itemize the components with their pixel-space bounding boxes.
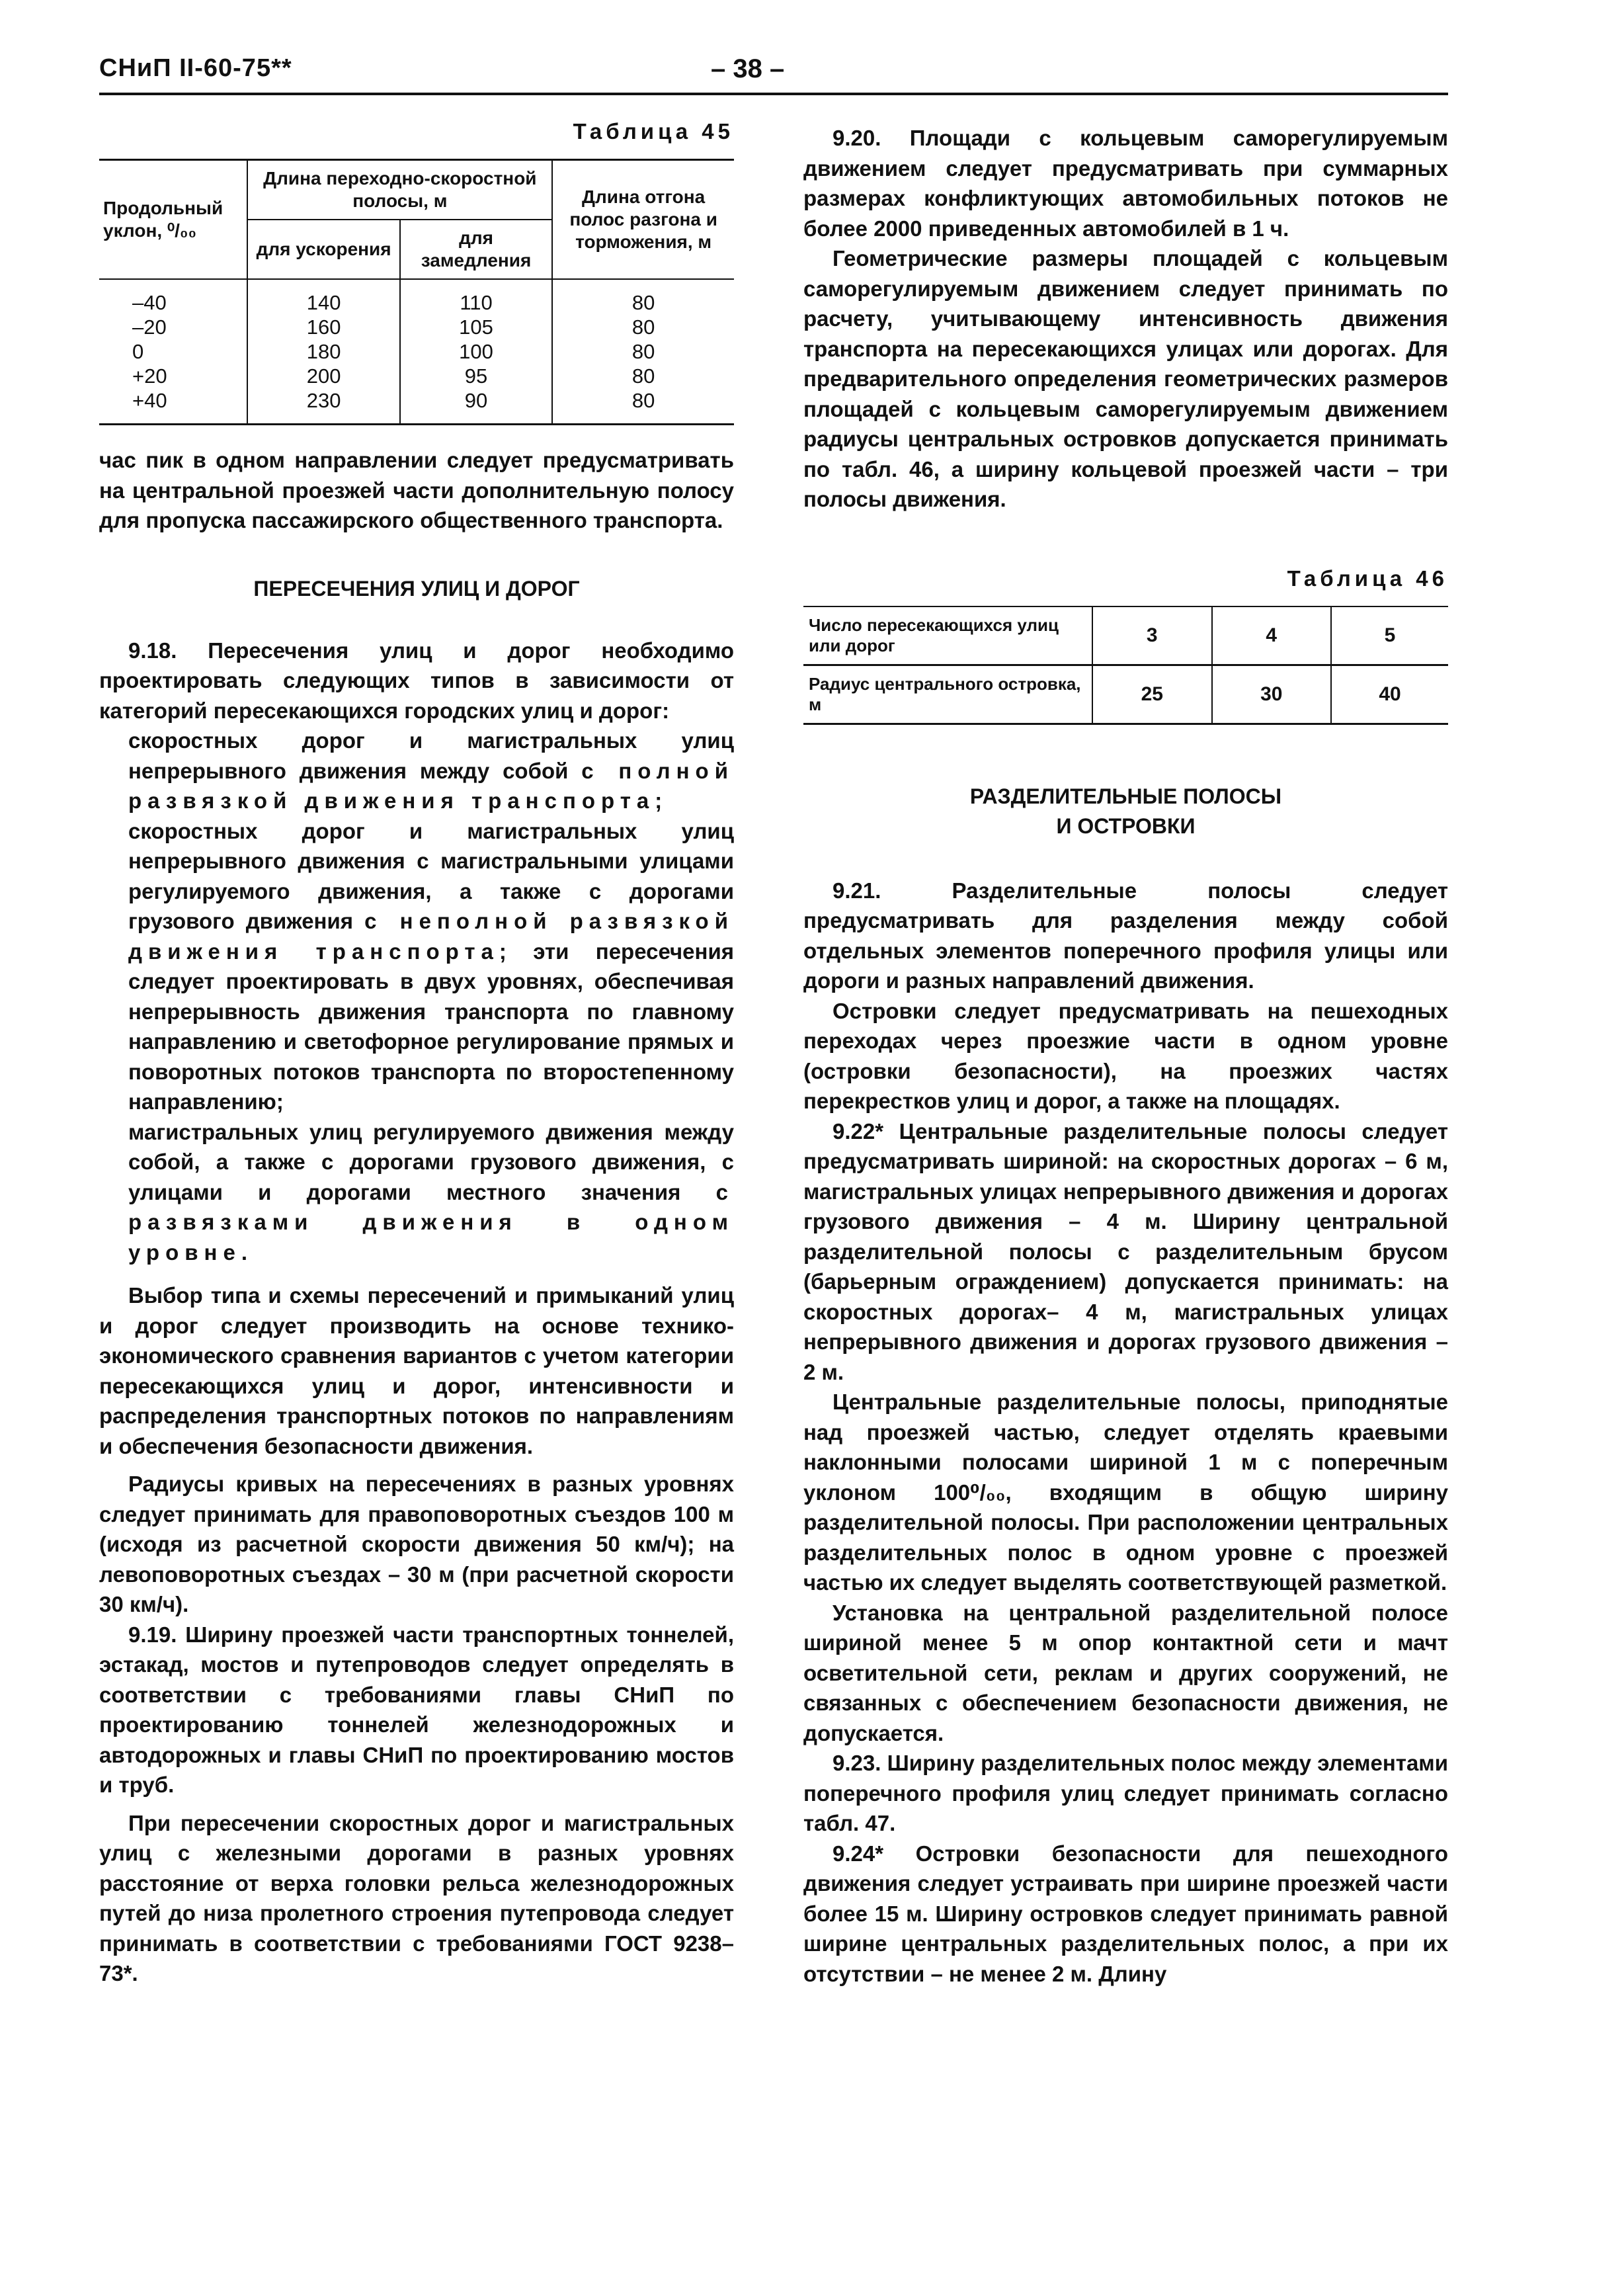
paragraph-9-21: 9.21. Разделительные полосы следует предусматривать для разделения между собой отдельных элементов поперечного профиля улицы или дороги и разных направлений движения. [803,878,1448,993]
table-45-header-decel: для замедления [400,220,552,279]
table-45-header-accel: для ускорения [247,220,399,279]
paragraph-9-22: 9.22* Центральные разделительные полосы следует предусматривать шириной: на скоростных дорогах – 6 м, магистральных улицах непрерывного движения и дорогах грузового движения – 4 м. Ширину центральной разделительной полосы с разделительным брусом (барьерным ограждением) допускается принимать: на скоростных дорогах– 4 м, магистральных улицах непрерывного движения и дорогах грузового движения – 2 м. [803,1118,1448,1384]
table-45-col-decel: 110 105 100 95 90 [400,279,552,425]
page-header [99,54,1448,94]
table-45-header-run: Длина отгона полос разгона и торможения, м [552,160,734,280]
left-column [99,119,734,1989]
paragraph-raised-strips: Центральные разделительные полосы, приподнятые над проезжей частью, следует отделять краевыми наклонными полосами шириной 1 м с поперечным уклоном 100⁰/₀₀, входящим в общую ширину разделительной полосы. При расположении центральных разделительных полос в одном уровне с проезжей частью их следует выделять соответствующей разметкой. [803,1390,1448,1595]
section-heading-strips-2: И ОСТРОВКИ [1056,814,1196,838]
paragraph-rail-crossing: При пересечении скоростных дорог и магистральных улиц с железными дорогами в разных уровнях расстояние от верха головки рельса железнодорожных путей до низа пролетного строения путепровода следует принимать в соответствии с требованиями ГОСТ 9238–73*. [99,1810,734,1985]
table-45 [99,159,734,425]
table-46-cell: 4 [1212,606,1332,665]
table-46-cell: 40 [1331,665,1448,724]
table-46-cell: 25 [1092,665,1212,724]
header-rule [99,93,1448,95]
paragraph-geometry: Геометрические размеры площадей с кольцевым саморегулируемым движением следует принимать по расчету, учитывающему интенсивность движения транспорта на пересекающихся улицах или дорогах. Для предварительного определения геометрических размеров площадей с кольцевым саморегулируемым движением радиусы центральных островков допускается принимать по табл. 46, а ширину кольцевой проезжей части – три полосы движения. [803,246,1448,511]
paragraph-9-20: 9.20. Площади с кольцевым саморегулируемым движением следует предусматривать при суммарных размерах конфликтующих автомобильных потоков не более 2000 приведенных автомобилей в 1 ч. [803,126,1448,241]
table-46-cell: 5 [1331,606,1448,665]
table-45-caption: Таблица 45 [573,119,734,144]
list-item-full-interchange: скоростных дорог и магистральных улиц непрерывного движения между собой с полной развязкой движения транспорта; [128,728,734,813]
paragraph-islands: Островки следует предусматривать на пешеходных переходах через проезжие части в одном уровне (островки безопасности), на проезжих частях перекрестков улиц и дорог, а также на площадях. [803,998,1448,1113]
section-heading-strips: РАЗДЕЛИТЕЛЬНЫЕ ПОЛОСЫ [969,784,1282,808]
page-number: – 38 – [711,54,785,83]
list-item-partial-interchange: скоростных дорог и магистральных улиц непрерывного движения с магистральными улицами регулируемого движения, а также с дорогами грузового движения с неполной развязкой движения транспорта; эти пересечения следует проектировать в двух уровнях, обеспечивая непрерывность движения транспорта по главному направлению и светофорное регулирование прямых и поворотных потоков транспорта по второстепенному направлению; [128,818,735,1114]
table-45-header-lane: Длина переходно-скоростной полосы, м [247,160,552,220]
paragraph-installation: Установка на центральной разделительной полосе шириной менее 5 м опор контактной сети и мачт осветительной сети, реклам и других сооружений, не связанных с обеспечением безопасности движения, не допускается. [803,1600,1448,1745]
table-46 [803,606,1448,725]
paragraph-radii: Радиусы кривых на пересечениях в разных уровнях следует принимать для правоповоротных съездов 100 м (исходя из расчетной скорости движения 50 км/ч); на левоповоротных съездах – 30 м (при расчетной скорости 30 км/ч). [99,1472,734,1616]
right-column [803,119,1448,1989]
list-item-single-level: магистральных улиц регулируемого движения между собой, а также с дорогами грузового движения, с улицами и дорогами местного значения с развязками движения в одном уровне. [128,1119,734,1265]
paragraph-9-18: 9.18. Пересечения улиц и дорог необходимо проектировать следующих типов в зависимости от категорий пересекающихся городских улиц и дорог: [99,638,734,723]
table-46-cell: 30 [1212,665,1332,724]
table-46-row-streets-label: Число пересекающихся улиц или дорог [803,606,1092,665]
table-46-row-radius-label: Радиус центрального островка, м [803,665,1092,724]
table-45-col-accel: 140 160 180 200 230 [247,279,399,425]
paragraph-9-23: 9.23. Ширину разделительных полос между элементами поперечного профиля улиц следует принимать согласно табл. 47. [803,1751,1448,1835]
document-code: СНиП II-60-75** [99,54,292,82]
paragraph-choice: Выбор типа и схемы пересечений и примыканий улиц и дорог следует производить на основе технико-экономического сравнения вариантов с учетом категории пересекающихся улиц и дорог, интенсивности и распределения транспортных потоков по направлениям и обеспечения безопасности движения. [99,1283,734,1458]
paragraph-9-24: 9.24* Островки безопасности для пешеходного движения следует устраивать при ширине проезжей части более 15 м. Ширину островков следует принимать равной ширине центральных разделительных полос, а при их отсутствии – не менее 2 м. Длину [803,1841,1448,1986]
section-heading-intersections: ПЕРЕСЕЧЕНИЯ УЛИЦ И ДОРОГ [253,576,580,601]
table-46-cell: 3 [1092,606,1212,665]
table-46-caption: Таблица 46 [1287,565,1448,591]
table-45-header-slope: Продольный уклон, ⁰/₀₀ [99,160,247,280]
paragraph-continuation: час пик в одном направлении следует предусматривать на центральной проезжей части дополнительную полосу для пропуска пассажирского общественного транспорта. [99,448,734,532]
paragraph-9-19: 9.19. Ширину проезжей части транспортных тоннелей, эстакад, мостов и путепроводов следует определять в соответствии с требованиями главы СНиП по проектированию тоннелей железнодорожных и автодорожных и главы СНиП по проектированию мостов и труб. [99,1622,734,1797]
table-45-col-run: 80 80 80 80 80 [552,279,734,425]
table-45-col-slope: –40 –20 0 +20 +40 [99,279,247,425]
